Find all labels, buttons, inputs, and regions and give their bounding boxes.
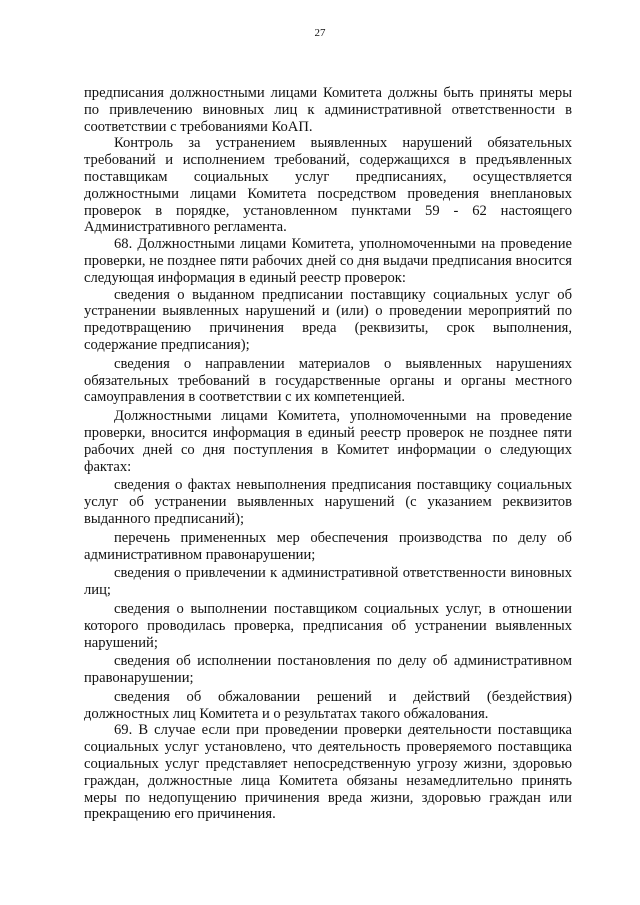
page-number: 27 <box>314 27 326 39</box>
list-item-resolution-executed: сведения об исполнении постановления по делу об административном правонарушении; <box>84 653 572 687</box>
paragraph-registry-facts: Должностными лицами Комитета, уполномоченными на проведение проверки, вносится информация в единый реестр проверок не позднее пяти рабочих дней со дня поступления в Комитет информации о следующих фактах: <box>84 408 572 475</box>
list-item-prescription-info: сведения о выданном предписании поставщику социальных услуг об устранении выявленных нарушений и (или) о проведении мероприятий по предотвращению причинения вреда (реквизиты, срок выполнения, содержание предписания); <box>84 286 572 353</box>
list-item-non-fulfillment: сведения о фактах невыполнения предписания поставщику социальных услуг об устранении выявленных нарушений (с указанием реквизитов выданного предписаний); <box>84 477 572 527</box>
paragraph-68-registry: 68. Должностными лицами Комитета, уполномоченными на проведение проверки, не позднее пяти рабочих дней со дня выдачи предписания вносится следующая информация в единый реестр проверок: <box>84 236 572 286</box>
list-item-liability: сведения о привлечении к административной ответственности виновных лиц; <box>84 565 572 599</box>
paragraph-69-threat: 69. В случае если при проведении проверки деятельности поставщика социальных услуг установлено, что деятельность проверяемого поставщика социальных услуг представляет непосредственную угрозу жизни, здоровью граждан, должностные лица Комитета обязаны незамедлительно принять меры по недопущению причинения вреда жизни, здоровью граждан или прекращению его причинения. <box>84 722 572 823</box>
list-item-prescription-fulfilled: сведения о выполнении поставщиком социальных услуг, в отношении которого проводилась проверка, предписания об устранении выявленных нарушений; <box>84 600 572 651</box>
list-item-enforcement-measures: перечень примененных мер обеспечения производства по делу об административном правонарушении; <box>84 529 572 563</box>
list-item-materials-sent: сведения о направлении материалов о выявленных нарушениях обязательных требований в государственные органы и органы местного самоуправления в соответствии с их компетенцией. <box>84 355 572 406</box>
paragraph-protocol-measures: предписания должностными лицами Комитета должны быть приняты меры по привлечению виновных лиц к административной ответственности в соответствии с требованиями КоАП. <box>84 85 572 135</box>
paragraph-control-violations: Контроль за устранением выявленных нарушений обязательных требований и исполнением требований, содержащихся в предъявленных поставщикам социальных услуг предписаниях, осуществляется должностными лицами Комитета посредством проведения внеплановых проверок в порядке, установленном пунктами 59 - 62 настоящего Административного регламента. <box>84 135 572 236</box>
list-item-appeals: сведения об обжаловании решений и действий (бездействия) должностных лиц Комитета и о результатах такого обжалования. <box>84 688 572 722</box>
document-body <box>84 85 572 823</box>
